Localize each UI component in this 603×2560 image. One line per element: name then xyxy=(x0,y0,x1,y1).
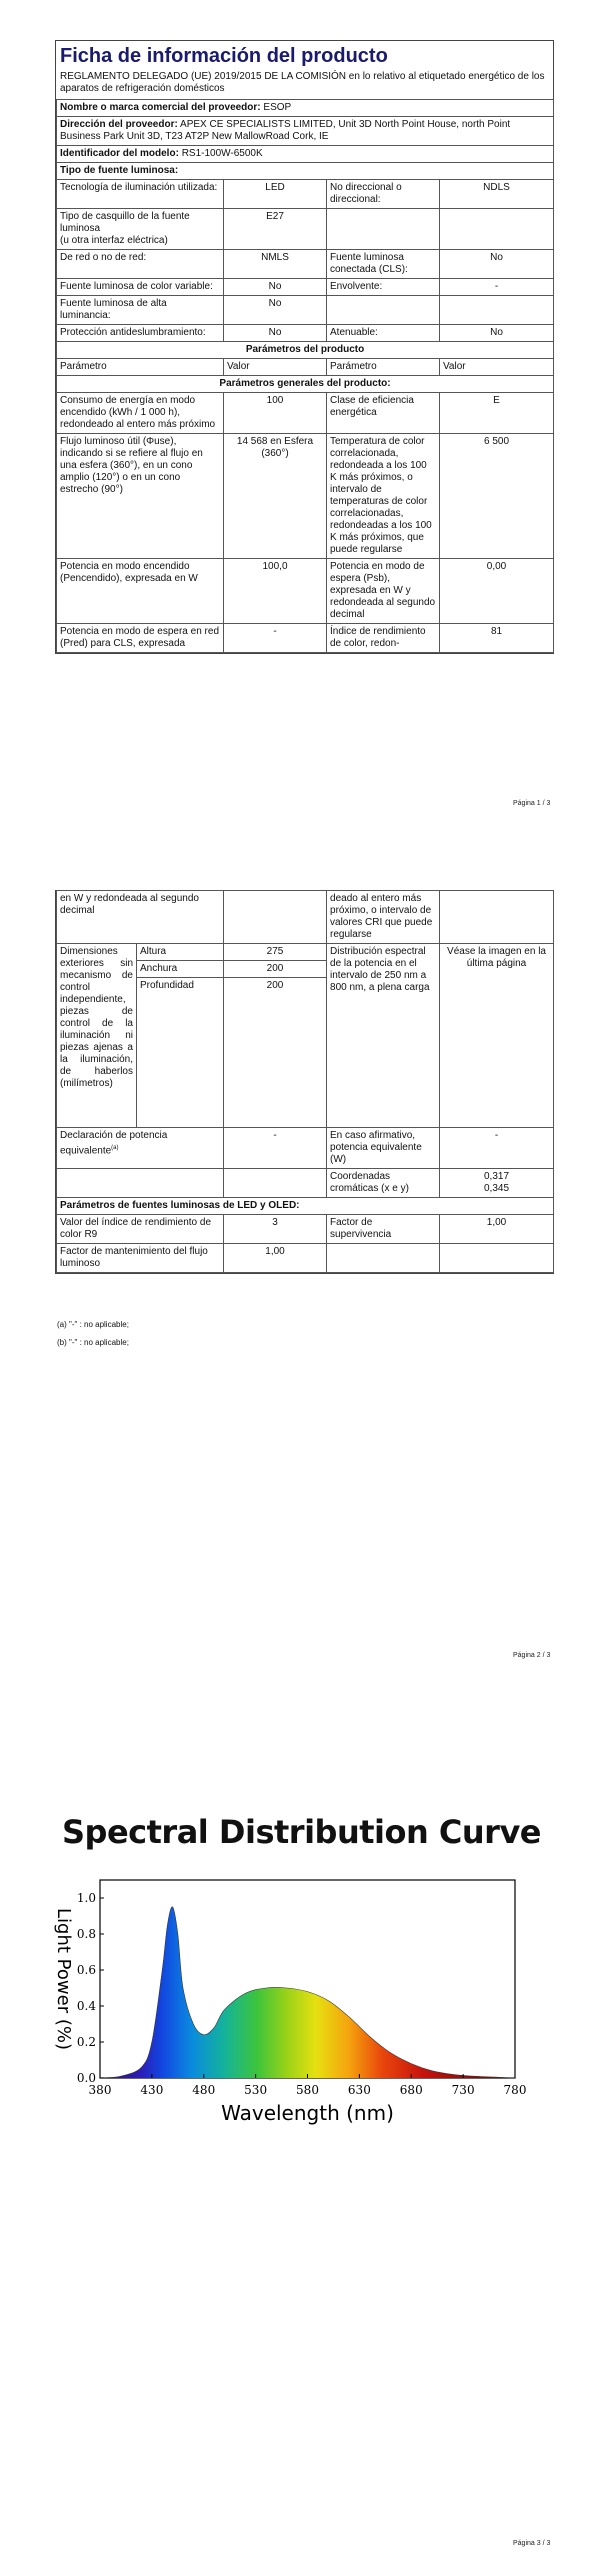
cell-value: No xyxy=(224,279,327,296)
x-tick-label: 780 xyxy=(503,2083,527,2097)
table-row xyxy=(57,624,554,653)
cell-value: No xyxy=(440,325,554,342)
page-3 xyxy=(0,1720,603,2560)
x-tick-label: 380 xyxy=(88,2083,112,2097)
x-tick-label: 630 xyxy=(347,2083,371,2097)
supplier-label: Nombre o marca comercial del proveedor: xyxy=(60,102,261,113)
cell-value: E xyxy=(440,393,554,434)
table-row xyxy=(57,180,554,209)
cell-value: - xyxy=(224,1128,327,1169)
y-tick-label: 0.4 xyxy=(76,1999,96,2013)
source-type-row xyxy=(57,163,554,180)
spectral-label: Distribución espectral de la potencia en el intervalo de 250 nm a 800 nm, a plena carga xyxy=(327,944,440,1128)
cell-value: NMLS xyxy=(224,250,327,279)
cell-value: - xyxy=(224,624,327,653)
page-title: Ficha de información del producto xyxy=(60,45,388,67)
cell-param: Potencia en modo de espera (Psb), expresada en W y redondeada al segundo decimal xyxy=(327,559,440,624)
equiv-label: Declaración de potencia equivalente xyxy=(60,1130,168,1157)
cell-param: Atenuable: xyxy=(327,325,440,342)
page-number: Página 3 / 3 xyxy=(513,2540,551,2547)
table-row xyxy=(57,296,554,325)
x-tick-label: 680 xyxy=(399,2083,423,2097)
cell-value: 100 xyxy=(224,393,327,434)
cell-param: Potencia en modo de espera en red (Pred) para CLS, expresada xyxy=(57,624,224,653)
cell-param: De red o no de red: xyxy=(57,250,224,279)
cell-param: Coordenadas cromáticas (x e y) xyxy=(327,1169,440,1198)
product-info-sheet-cont xyxy=(55,890,554,1274)
cell-value: No xyxy=(224,325,327,342)
cell-value: E27 xyxy=(224,209,327,250)
cell-value: 1,00 xyxy=(224,1244,327,1273)
y-tick-label: 0.8 xyxy=(76,1927,96,1941)
spectral-chart xyxy=(0,1860,603,2160)
info-table-cont xyxy=(56,890,554,1273)
table-row xyxy=(57,1244,554,1273)
supplier-row xyxy=(57,100,554,117)
cell-value: LED xyxy=(224,180,327,209)
table-row xyxy=(57,891,554,944)
footnote-a: (a) "-" : no aplicable; xyxy=(57,1320,129,1329)
dimensions-label: Dimensiones exteriores sin mecanismo de control independiente, piezas de control de la iluminación ni piezas ajenas a la iluminación, de haberlos (milímetros) xyxy=(57,944,137,1128)
page-number: Página 2 / 3 xyxy=(513,1652,551,1659)
x-tick-label: 580 xyxy=(296,2083,319,2097)
cell-param: En caso afirmativo, potencia equivalente (W) xyxy=(327,1128,440,1169)
column-header: Parámetro xyxy=(327,359,440,376)
cell-param: Temperatura de color correlacionada, redondeada a los 100 K más próximos, o intervalo de temperaturas de color correlacionadas, redondeadas a los 100 K más próximos, que puede regularse xyxy=(327,434,440,559)
cell-value: No xyxy=(440,250,554,279)
cell-param: Potencia en modo encendido (Pencendido), expresada en W xyxy=(57,559,224,624)
cell-value: 6 500 xyxy=(440,434,554,559)
dim-name: Altura xyxy=(137,944,224,961)
dim-value: 200 xyxy=(224,978,327,1128)
cell-value: 0,00 xyxy=(440,559,554,624)
cell-value: 3 xyxy=(224,1215,327,1244)
cell-param xyxy=(327,1244,440,1273)
table-row xyxy=(57,250,554,279)
cell-param: Consumo de energía en modo encendido (kWh / 1 000 h), redondeado al entero más próximo xyxy=(57,393,224,434)
y-tick-label: 0.0 xyxy=(76,2071,96,2085)
page-1 xyxy=(0,0,603,850)
cell-param: en W y redondeada al segundo decimal xyxy=(57,891,224,944)
cell-param xyxy=(327,296,440,325)
cell-param: Envolvente: xyxy=(327,279,440,296)
footnote-ref: (a) xyxy=(111,1145,119,1151)
x-tick-label: 430 xyxy=(140,2083,164,2097)
footnote-b: (b) "-" : no aplicable; xyxy=(57,1338,129,1347)
column-header: Valor xyxy=(224,359,327,376)
y-tick-label: 1.0 xyxy=(76,1891,96,1905)
cell-value: NDLS xyxy=(440,180,554,209)
cell-param: Tecnología de iluminación utilizada: xyxy=(57,180,224,209)
page-2 xyxy=(0,850,603,1720)
y-tick-label: 0.2 xyxy=(76,2035,96,2049)
cell-value: - xyxy=(440,1128,554,1169)
cell-param: Tipo de casquillo de la fuente luminosa (u otra interfaz eléctrica) xyxy=(57,209,224,250)
table-row xyxy=(57,434,554,559)
coord-x: 0,317 xyxy=(484,1171,510,1182)
cell-param: Protección antideslumbramiento: xyxy=(57,325,224,342)
table-row xyxy=(57,1215,554,1244)
model-label: Identificador del modelo: xyxy=(60,148,179,159)
x-axis-label: Wavelength (nm) xyxy=(221,2101,394,2125)
column-header: Parámetro xyxy=(57,359,224,376)
cell-param: Fuente luminosa de color variable: xyxy=(57,279,224,296)
spectral-value: Véase la imagen en la última página xyxy=(440,944,554,1128)
product-info-sheet xyxy=(55,40,554,654)
cell-value: 14 568 en Esfera (360°) xyxy=(224,434,327,559)
cell-param: Clase de eficiencia energética xyxy=(327,393,440,434)
cell-value xyxy=(440,296,554,325)
address-label: Dirección del proveedor: xyxy=(60,119,178,130)
address-row xyxy=(57,117,554,146)
regulation-intro: REGLAMENTO DELEGADO (UE) 2019/2015 DE LA COMISIÓN en lo relativo al etiquetado energético de los aparatos de refrigeración domésticos xyxy=(60,71,545,94)
spectrum-area xyxy=(100,1907,515,2078)
table-row xyxy=(57,279,554,296)
cell-value: 100,0 xyxy=(224,559,327,624)
supplier-value: ESOP xyxy=(263,102,292,113)
cell-param: deado al entero más próximo, o intervalo de valores CRI que puede regularse xyxy=(327,891,440,944)
coord-y: 0,345 xyxy=(484,1183,510,1194)
address-value: APEX CE SPECIALISTS LIMITED, Unit 3D North Point House, north Point Business Park Unit 3D, T23 AT2P New MallowRoad Cork, IE xyxy=(60,119,511,142)
cell-value: - xyxy=(440,279,554,296)
dim-name: Profundidad xyxy=(137,978,224,1128)
cell-param: Flujo luminoso útil (Φuse), indicando si se refiere al flujo en una esfera (360°), en un cono amplio (120°) o en un cono estrecho (90°) xyxy=(57,434,224,559)
general-header: Parámetros generales del producto: xyxy=(57,376,554,393)
dim-value: 200 xyxy=(224,961,327,978)
params-header-row xyxy=(57,342,554,359)
cell-param: Factor de mantenimiento del flujo luminoso xyxy=(57,1244,224,1273)
cell-param: Fuente luminosa de alta luminancia: xyxy=(57,296,224,325)
table-row xyxy=(57,325,554,342)
page-number: Página 1 / 3 xyxy=(513,800,551,807)
cell-param: Factor de supervivencia xyxy=(327,1215,440,1244)
x-tick-label: 480 xyxy=(192,2083,216,2097)
cell-param: No direccional o direccional: xyxy=(327,180,440,209)
dim-value: 275 xyxy=(224,944,327,961)
general-header-row xyxy=(57,376,554,393)
params-header: Parámetros del producto xyxy=(57,342,554,359)
table-row xyxy=(57,1128,554,1169)
table-row xyxy=(57,944,554,961)
cell-value: 81 xyxy=(440,624,554,653)
x-tick-label: 730 xyxy=(451,2083,475,2097)
info-table xyxy=(56,99,554,653)
cell-param: Fuente luminosa conectada (CLS): xyxy=(327,250,440,279)
model-value: RS1-100W-6500K xyxy=(181,148,263,159)
cell-param: Índice de rendimiento de color, redon- xyxy=(327,624,440,653)
cell-value: No xyxy=(224,296,327,325)
table-row xyxy=(57,209,554,250)
dim-name: Anchura xyxy=(137,961,224,978)
cell-value xyxy=(440,209,554,250)
x-tick-label: 530 xyxy=(244,2083,268,2097)
chart-title: Spectral Distribution Curve xyxy=(62,1813,541,1851)
table-row xyxy=(57,1169,554,1198)
cell-value: 1,00 xyxy=(440,1215,554,1244)
model-row xyxy=(57,146,554,163)
column-header: Valor xyxy=(440,359,554,376)
table-row xyxy=(57,559,554,624)
cell-value xyxy=(440,1244,554,1273)
y-tick-label: 0.6 xyxy=(76,1963,96,1977)
source-type-label: Tipo de fuente luminosa: xyxy=(57,163,554,180)
cell-param: Valor del índice de rendimiento de color R9 xyxy=(57,1215,224,1244)
cell-param xyxy=(327,209,440,250)
column-header-row xyxy=(57,359,554,376)
led-header-row xyxy=(57,1198,554,1215)
y-axis-label: Light Power (%) xyxy=(53,1908,74,2050)
led-header: Parámetros de fuentes luminosas de LED y OLED: xyxy=(57,1198,554,1215)
table-row xyxy=(57,393,554,434)
